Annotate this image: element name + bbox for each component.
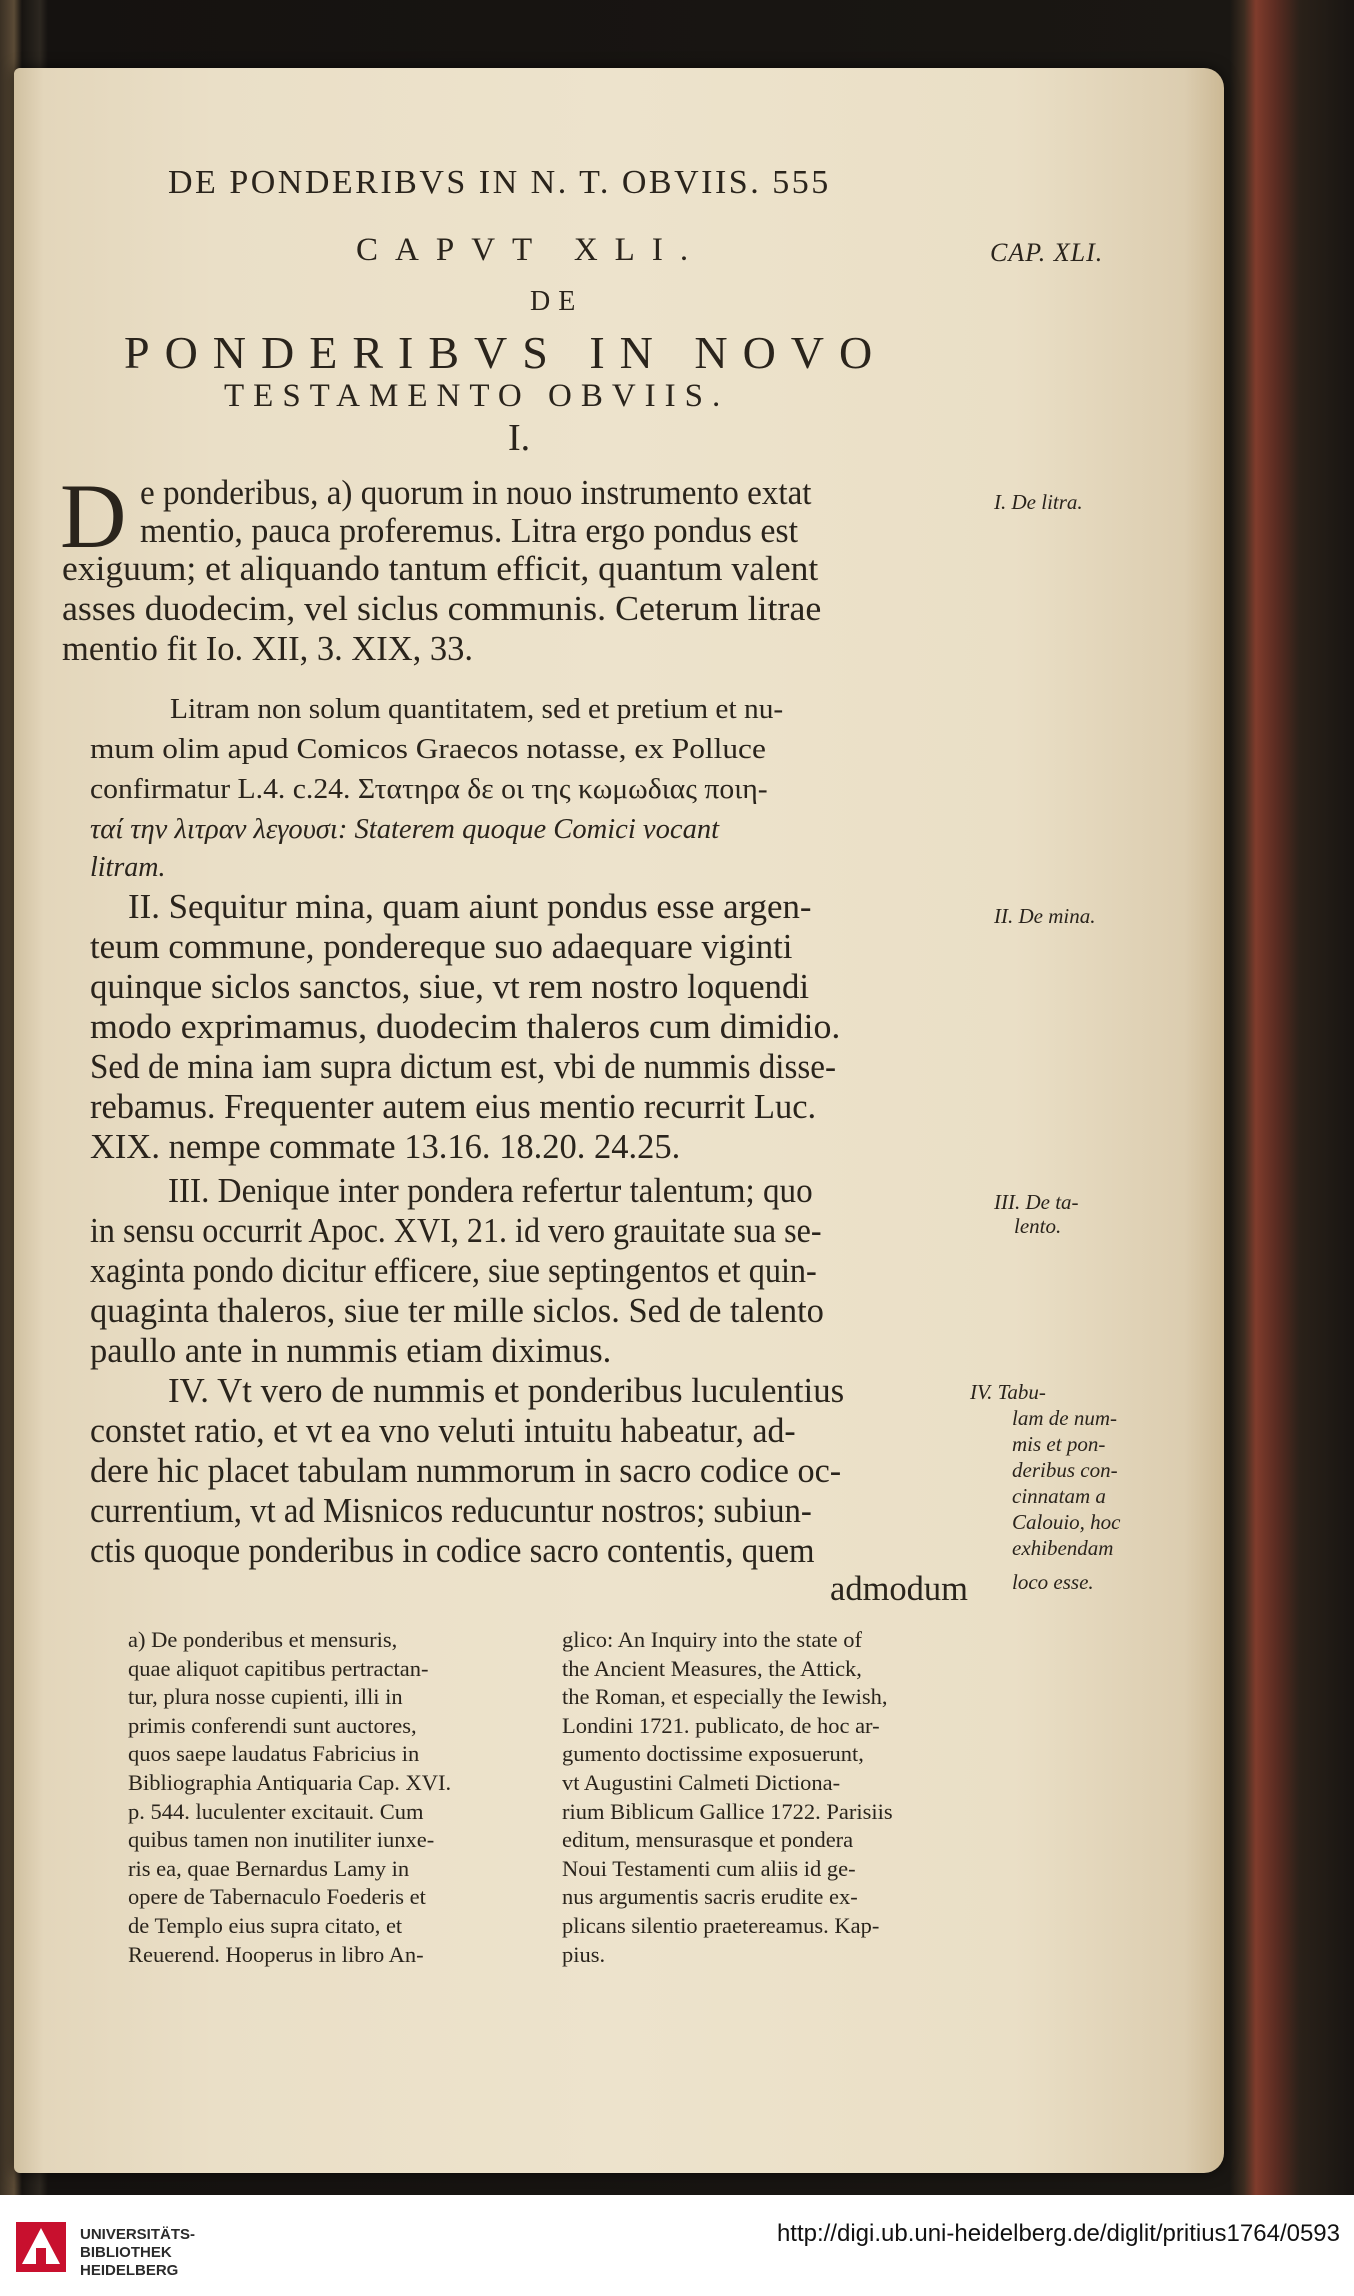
marginal-note: loco esse. [1012, 1570, 1094, 1594]
footnote-line: rium Biblicum Gallice 1722. Parisiis [562, 1798, 893, 1824]
text-line: ctis quoque ponderibus in codice sacro contentis, quem [90, 1532, 815, 1570]
marginal-note: II. De mina. [994, 904, 1096, 928]
marginal-note: lento. [1014, 1214, 1062, 1238]
text-line: quaginta thaleros, siue ter mille siclos. Sed de talento [90, 1292, 824, 1330]
marginal-note: I. De litra. [994, 490, 1083, 514]
text-line: teum commune, pondereque suo adaequare viginti [90, 928, 793, 966]
chapter-margin-label: CAP. XLI. [990, 238, 1104, 267]
text-line: in sensu occurrit Apoc. XVI, 21. id vero grauitate sua se- [90, 1212, 822, 1250]
note-line: ταί την λιτραν λεγουσι: Staterem quoque Comici vocant [90, 814, 720, 845]
running-head: DE PONDERIBVS IN N. T. OBVIIS. 555 [168, 164, 831, 201]
drop-capital: D [60, 465, 127, 567]
text-line: currentium, vt ad Misnicos reducuntur nostros; subiun- [90, 1492, 812, 1530]
text-line: e ponderibus, a) quorum in nouo instrumento extat [140, 474, 812, 512]
footnote-line: the Ancient Measures, the Attick, [562, 1655, 862, 1681]
text-line: quinque siclos sanctos, siue, vt rem nostro loquendi [90, 968, 810, 1006]
footnote-line: de Templo eius supra citato, et [128, 1912, 403, 1938]
text-line: IV. Vt vero de nummis et ponderibus luculentius [168, 1372, 845, 1410]
marginal-note: deribus con- [1012, 1458, 1118, 1482]
text-line: III. Denique inter pondera refertur talentum; quo [168, 1172, 813, 1210]
footnote-line: a) De ponderibus et mensuris, [128, 1627, 398, 1652]
footnote-line: Londini 1721. publicato, de hoc ar- [562, 1712, 880, 1738]
marginal-note: III. De ta- [994, 1190, 1079, 1214]
library-logo-icon [8, 2214, 74, 2280]
section-number: I. [508, 417, 531, 459]
footnote-line: vt Augustini Calmeti Dictiona- [562, 1769, 841, 1795]
chapter-title-line1: PONDERIBVS IN NOVO [124, 327, 888, 378]
note-line: Litram non solum quantitatem, sed et pretium et nu- [170, 694, 784, 725]
logo-text: HEIDELBERG [80, 2262, 179, 2279]
marginal-note: exhibendam [1012, 1536, 1114, 1560]
logo-text: UNIVERSITÄTS- [80, 2226, 196, 2243]
footnote-column-right [562, 1626, 893, 1969]
marginal-note: cinnatam a [1012, 1484, 1106, 1508]
footnote-line: quibus tamen non inutiliter iunxe- [128, 1827, 435, 1853]
source-url-link[interactable]: http://digi.ub.uni-heidelberg.de/diglit/pritius1764/0593 [776, 2220, 1340, 2247]
chapter-title-line2: TESTAMENTO OBVIIS. [224, 378, 730, 414]
marginal-note: lam de num- [1012, 1406, 1117, 1430]
footnote-line: gumento doctissime exposuerunt, [562, 1741, 864, 1767]
text-line: xaginta pondo dicitur efficere, siue septingentos et quin- [90, 1252, 817, 1290]
title-de: DE [530, 286, 584, 317]
logo-text: BIBLIOTHEK [80, 2244, 172, 2261]
text-line: Sed de mina iam supra dictum est, vbi de nummis disse- [90, 1048, 837, 1086]
text-line: paullo ante in nummis etiam diximus. [90, 1332, 612, 1370]
footnote-line: plicans silentio praetereamus. Kap- [562, 1912, 880, 1938]
text-line: XIX. nempe commate 13.16. 18.20. 24.25. [90, 1128, 681, 1166]
footnote-line: p. 544. luculenter excitauit. Cum [128, 1798, 424, 1824]
text-line: modo exprimamus, duodecim thaleros cum dimidio. [90, 1008, 841, 1046]
footnote-line: the Roman, et especially the Iewish, [562, 1684, 888, 1710]
text-line: exiguum; et aliquando tantum efficit, quantum valent [62, 550, 819, 588]
text-line: rebamus. Frequenter autem eius mentio recurrit Luc. [90, 1088, 817, 1126]
footnote-line: Noui Testamenti cum aliis id ge- [562, 1855, 856, 1881]
footnote-line: quos saepe laudatus Fabricius in [128, 1741, 420, 1767]
marginal-note: mis et pon- [1012, 1432, 1106, 1456]
footnote-line: editum, mensurasque et pondera [562, 1827, 854, 1853]
note-line: confirmatur L.4. c.24. Στατηρα δε οι της κωμωδιας ποιη- [90, 774, 768, 805]
footnote-line: ris ea, quae Bernardus Lamy in [128, 1855, 410, 1881]
text-line: constet ratio, et vt ea vno veluti intuitu habeatur, ad- [90, 1412, 796, 1450]
footnote-line: tur, plura nosse cupienti, illi in [128, 1684, 403, 1710]
marginal-note: IV. Tabu- [970, 1380, 1046, 1404]
footnote-line: pius. [562, 1941, 606, 1967]
footnote-line: Bibliographia Antiquaria Cap. XVI. [128, 1769, 452, 1795]
chapter-caption: CAPVT XLI. [356, 232, 706, 268]
marginal-note: Calouio, hoc [1012, 1510, 1121, 1534]
text-line: II. Sequitur mina, quam aiunt pondus esse argen- [128, 888, 812, 926]
catchword: admodum [830, 1570, 968, 1608]
note-line: litram. [90, 852, 166, 883]
footnote-line: primis conferendi sunt auctores, [128, 1712, 417, 1738]
footnote-line: glico: An Inquiry into the state of [562, 1627, 862, 1652]
note-line: mum olim apud Comicos Graecos notasse, ex Polluce [90, 734, 766, 765]
text-line: asses duodecim, vel siclus communis. Ceterum litrae [62, 590, 822, 628]
text-line: dere hic placet tabulam nummorum in sacro codice oc- [90, 1452, 842, 1490]
footnote-line: opere de Tabernaculo Foederis et [128, 1884, 426, 1910]
footnote-line: quae aliquot capitibus pertractan- [128, 1655, 429, 1681]
footnote-line: nus argumentis sacris erudite ex- [562, 1884, 858, 1910]
footnote-column-left [128, 1626, 451, 1969]
footnote-line: Reuerend. Hooperus in libro An- [128, 1941, 424, 1967]
text-line: mentio fit Io. XII, 3. XIX, 33. [62, 630, 474, 668]
text-line: mentio, pauca proferemus. Litra ergo pondus est [140, 512, 799, 550]
